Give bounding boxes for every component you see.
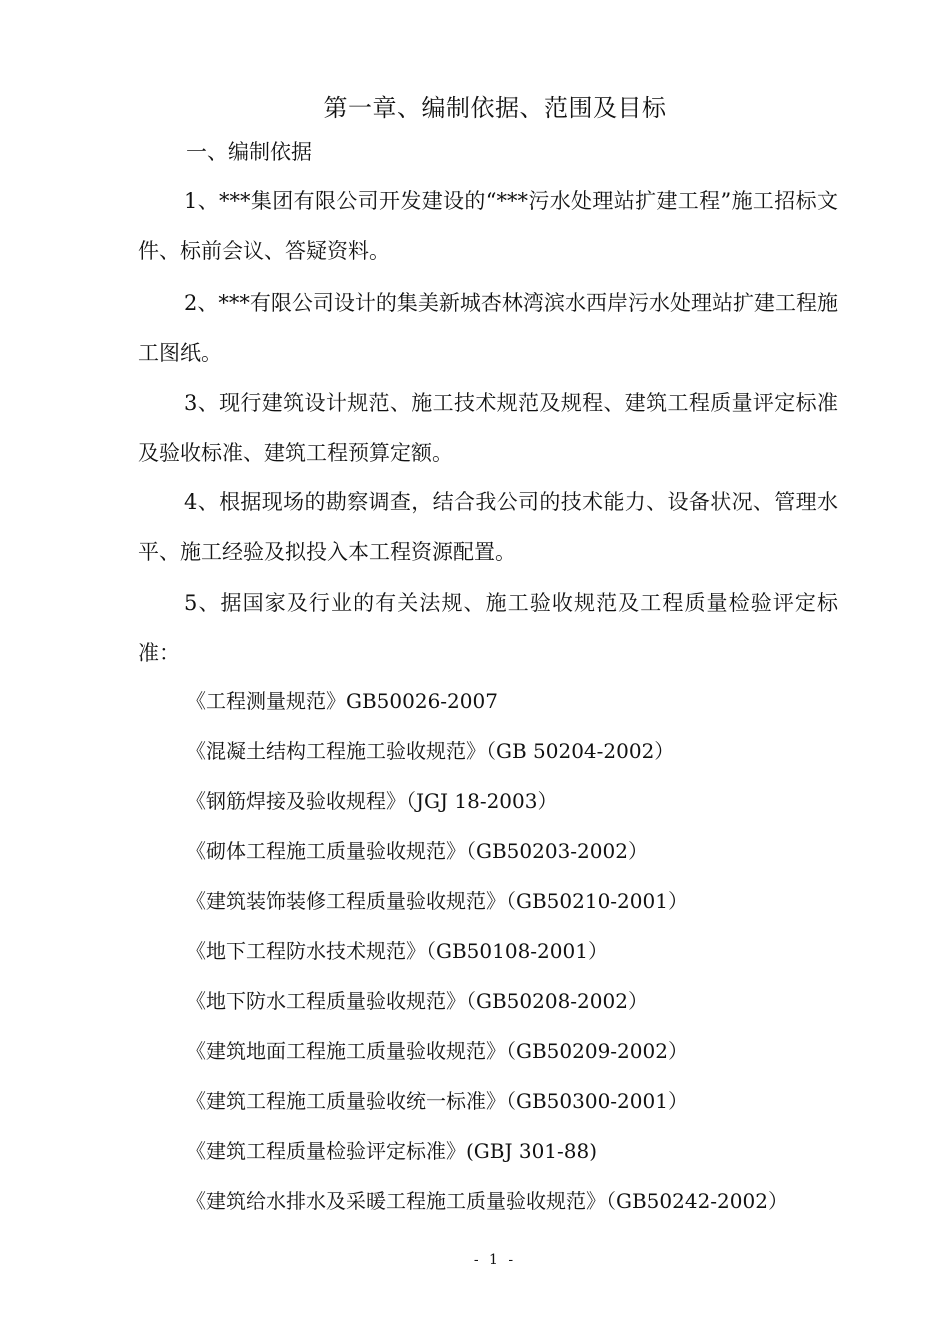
paragraph-2: 2、***有限公司设计的集美新城杏林湾滨水西岸污水处理站扩建工程施工图纸。 <box>138 291 838 365</box>
standard-item: 《建筑装饰装修工程质量验收规范》（GB50210-2001） <box>186 889 688 913</box>
paragraph-1: 1、***集团有限公司开发建设的“***污水处理站扩建工程”施工招标文件、标前会议、答疑资料。 <box>138 189 838 263</box>
standard-item: 《地下防水工程质量验收规范》（GB50208-2002） <box>186 989 648 1013</box>
standard-item: 《钢筋焊接及验收规程》（JGJ 18-2003） <box>186 789 558 813</box>
paragraph-5: 5、据国家及行业的有关法规、施工验收规范及工程质量检验评定标准： <box>138 591 838 665</box>
section-heading: 一、编制依据 <box>186 140 312 164</box>
chapter-title: 第一章、编制依据、范围及目标 <box>323 94 667 122</box>
standard-item: 《地下工程防水技术规范》（GB50108-2001） <box>186 939 608 963</box>
paragraph-3: 3、现行建筑设计规范、施工技术规范及规程、建筑工程质量评定标准及验收标准、建筑工程预算定额。 <box>138 391 838 465</box>
page-number: - 1 - <box>473 1252 517 1268</box>
standard-item: 《建筑地面工程施工质量验收规范》（GB50209-2002） <box>186 1039 688 1063</box>
standard-item: 《混凝土结构工程施工验收规范》（GB 50204-2002） <box>186 739 675 763</box>
standard-item: 《建筑工程质量检验评定标准》(GBJ 301-88) <box>186 1139 598 1163</box>
standards-list <box>186 676 866 1226</box>
paragraph-4: 4、根据现场的勘察调查，结合我公司的技术能力、设备状况、管理水平、施工经验及拟投入本工程资源配置。 <box>138 490 838 564</box>
standard-item: 《砌体工程施工质量验收规范》（GB50203-2002） <box>186 839 648 863</box>
standard-item: 《建筑给水排水及采暖工程施工质量验收规范》（GB50242-2002） <box>186 1189 788 1213</box>
standard-item: 《工程测量规范》GB50026-2007 <box>186 689 498 713</box>
standard-item: 《建筑工程施工质量验收统一标准》（GB50300-2001） <box>186 1089 688 1113</box>
